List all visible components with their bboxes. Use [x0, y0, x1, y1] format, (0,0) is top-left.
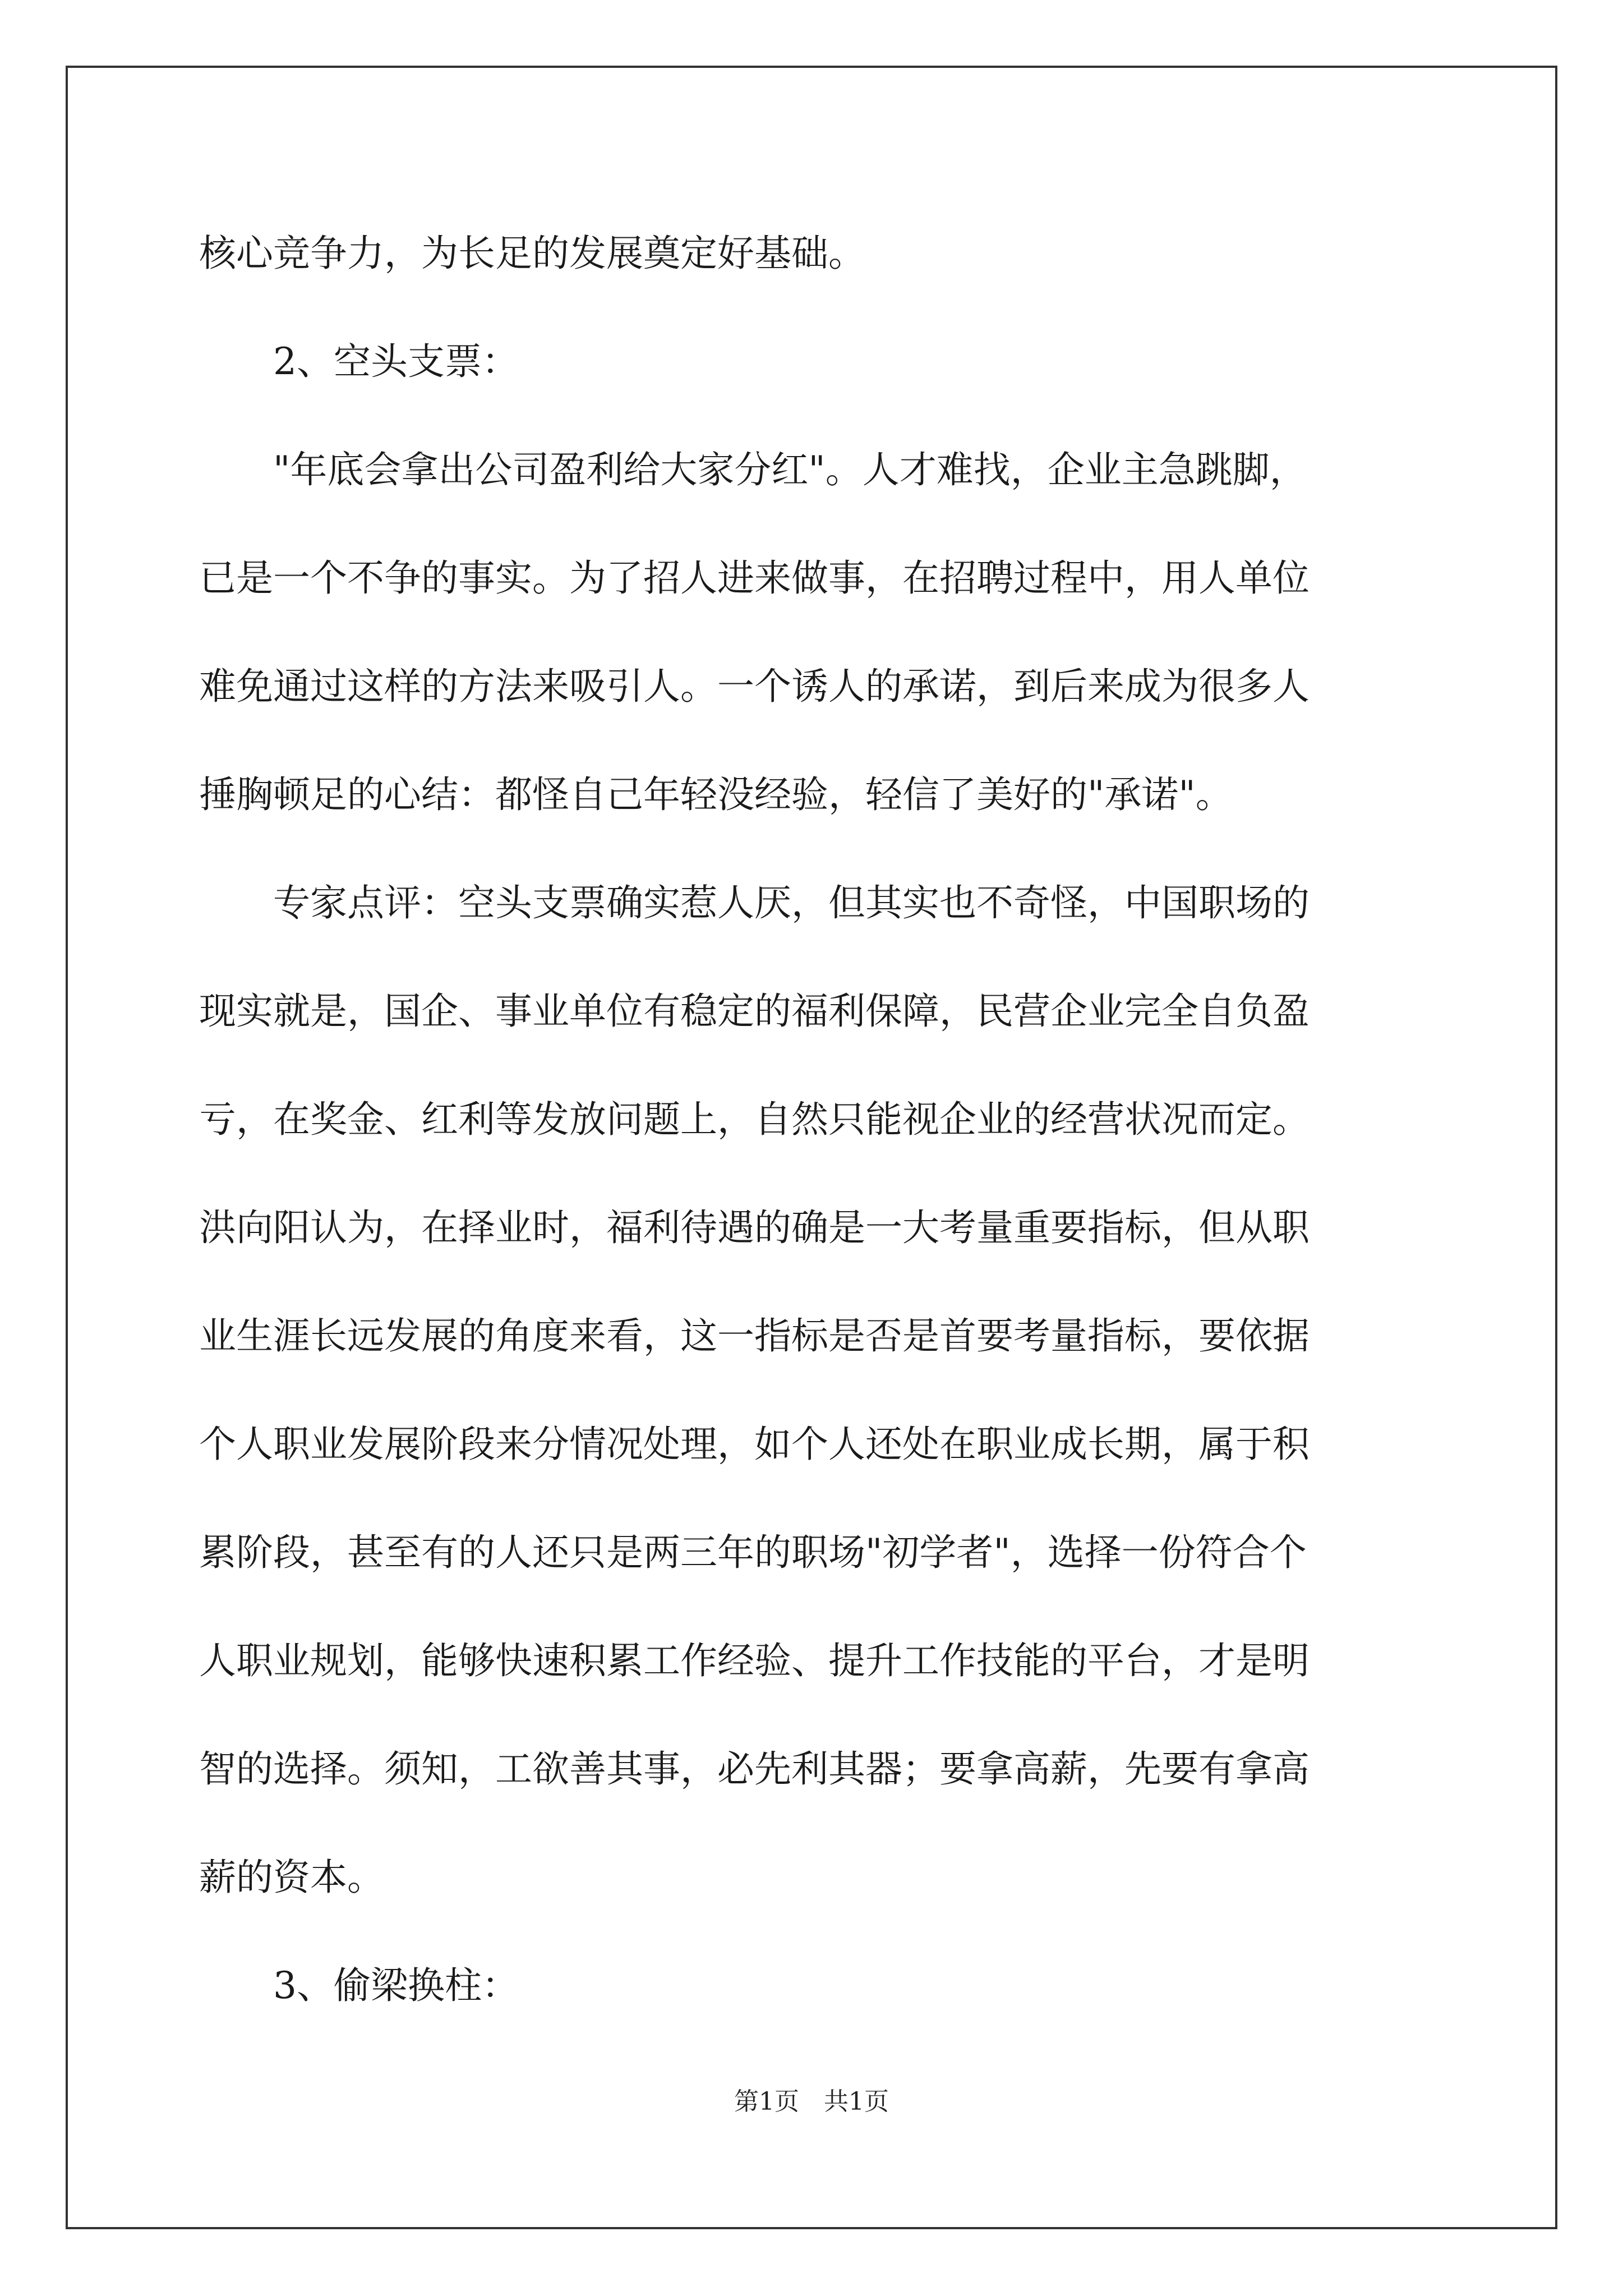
- section-heading: 2、空头支票：: [273, 340, 519, 383]
- text-line: 累阶段，甚至有的人还只是两三年的职场"初学者"，选择一份符合个: [199, 1531, 1307, 1574]
- text-line: 薪的资本。: [199, 1856, 384, 1899]
- page-number: 第1页 共1页: [734, 2087, 889, 2116]
- text-line: 个人职业发展阶段来分情况处理，如个人还处在职业成长期，属于积: [199, 1423, 1310, 1466]
- text-line: 已是一个不争的事实。为了招人进来做事，在招聘过程中，用人单位: [199, 556, 1310, 600]
- text-line: 业生涯长远发展的角度来看，这一指标是否是首要考量指标，要依据: [199, 1314, 1310, 1358]
- text-line: 智的选择。须知，工欲善其事，必先利其器；要拿高薪，先要有拿高: [199, 1747, 1310, 1791]
- text-line: 难免通过这样的方法来吸引人。一个诱人的承诺，到后来成为很多人: [199, 665, 1310, 708]
- text-line: "年底会拿出公司盈利给大家分红"。人才难找，企业主急跳脚，: [273, 448, 1307, 491]
- text-line: 亏，在奖金、红利等发放问题上，自然只能视企业的经营状况而定。: [199, 1098, 1310, 1141]
- section-heading: 3、偷梁换柱：: [273, 1964, 519, 2007]
- document-body: [199, 199, 1433, 2040]
- text-line: 核心竞争力，为长足的发展奠定好基础。: [199, 232, 865, 275]
- text-line: 洪向阳认为，在择业时，福利待遇的确是一大考量重要指标，但从职: [199, 1206, 1310, 1249]
- text-line: 现实就是，国企、事业单位有稳定的福利保障，民营企业完全自负盈: [199, 990, 1310, 1033]
- text-line: 人职业规划，能够快速积累工作经验、提升工作技能的平台，才是明: [199, 1639, 1310, 1682]
- text-line: 捶胸顿足的心结：都怪自己年轻没经验，轻信了美好的"承诺"。: [199, 773, 1233, 816]
- page-footer: [0, 2081, 1623, 2117]
- text-line: 专家点评：空头支票确实惹人厌，但其实也不奇怪，中国职场的: [273, 881, 1310, 924]
